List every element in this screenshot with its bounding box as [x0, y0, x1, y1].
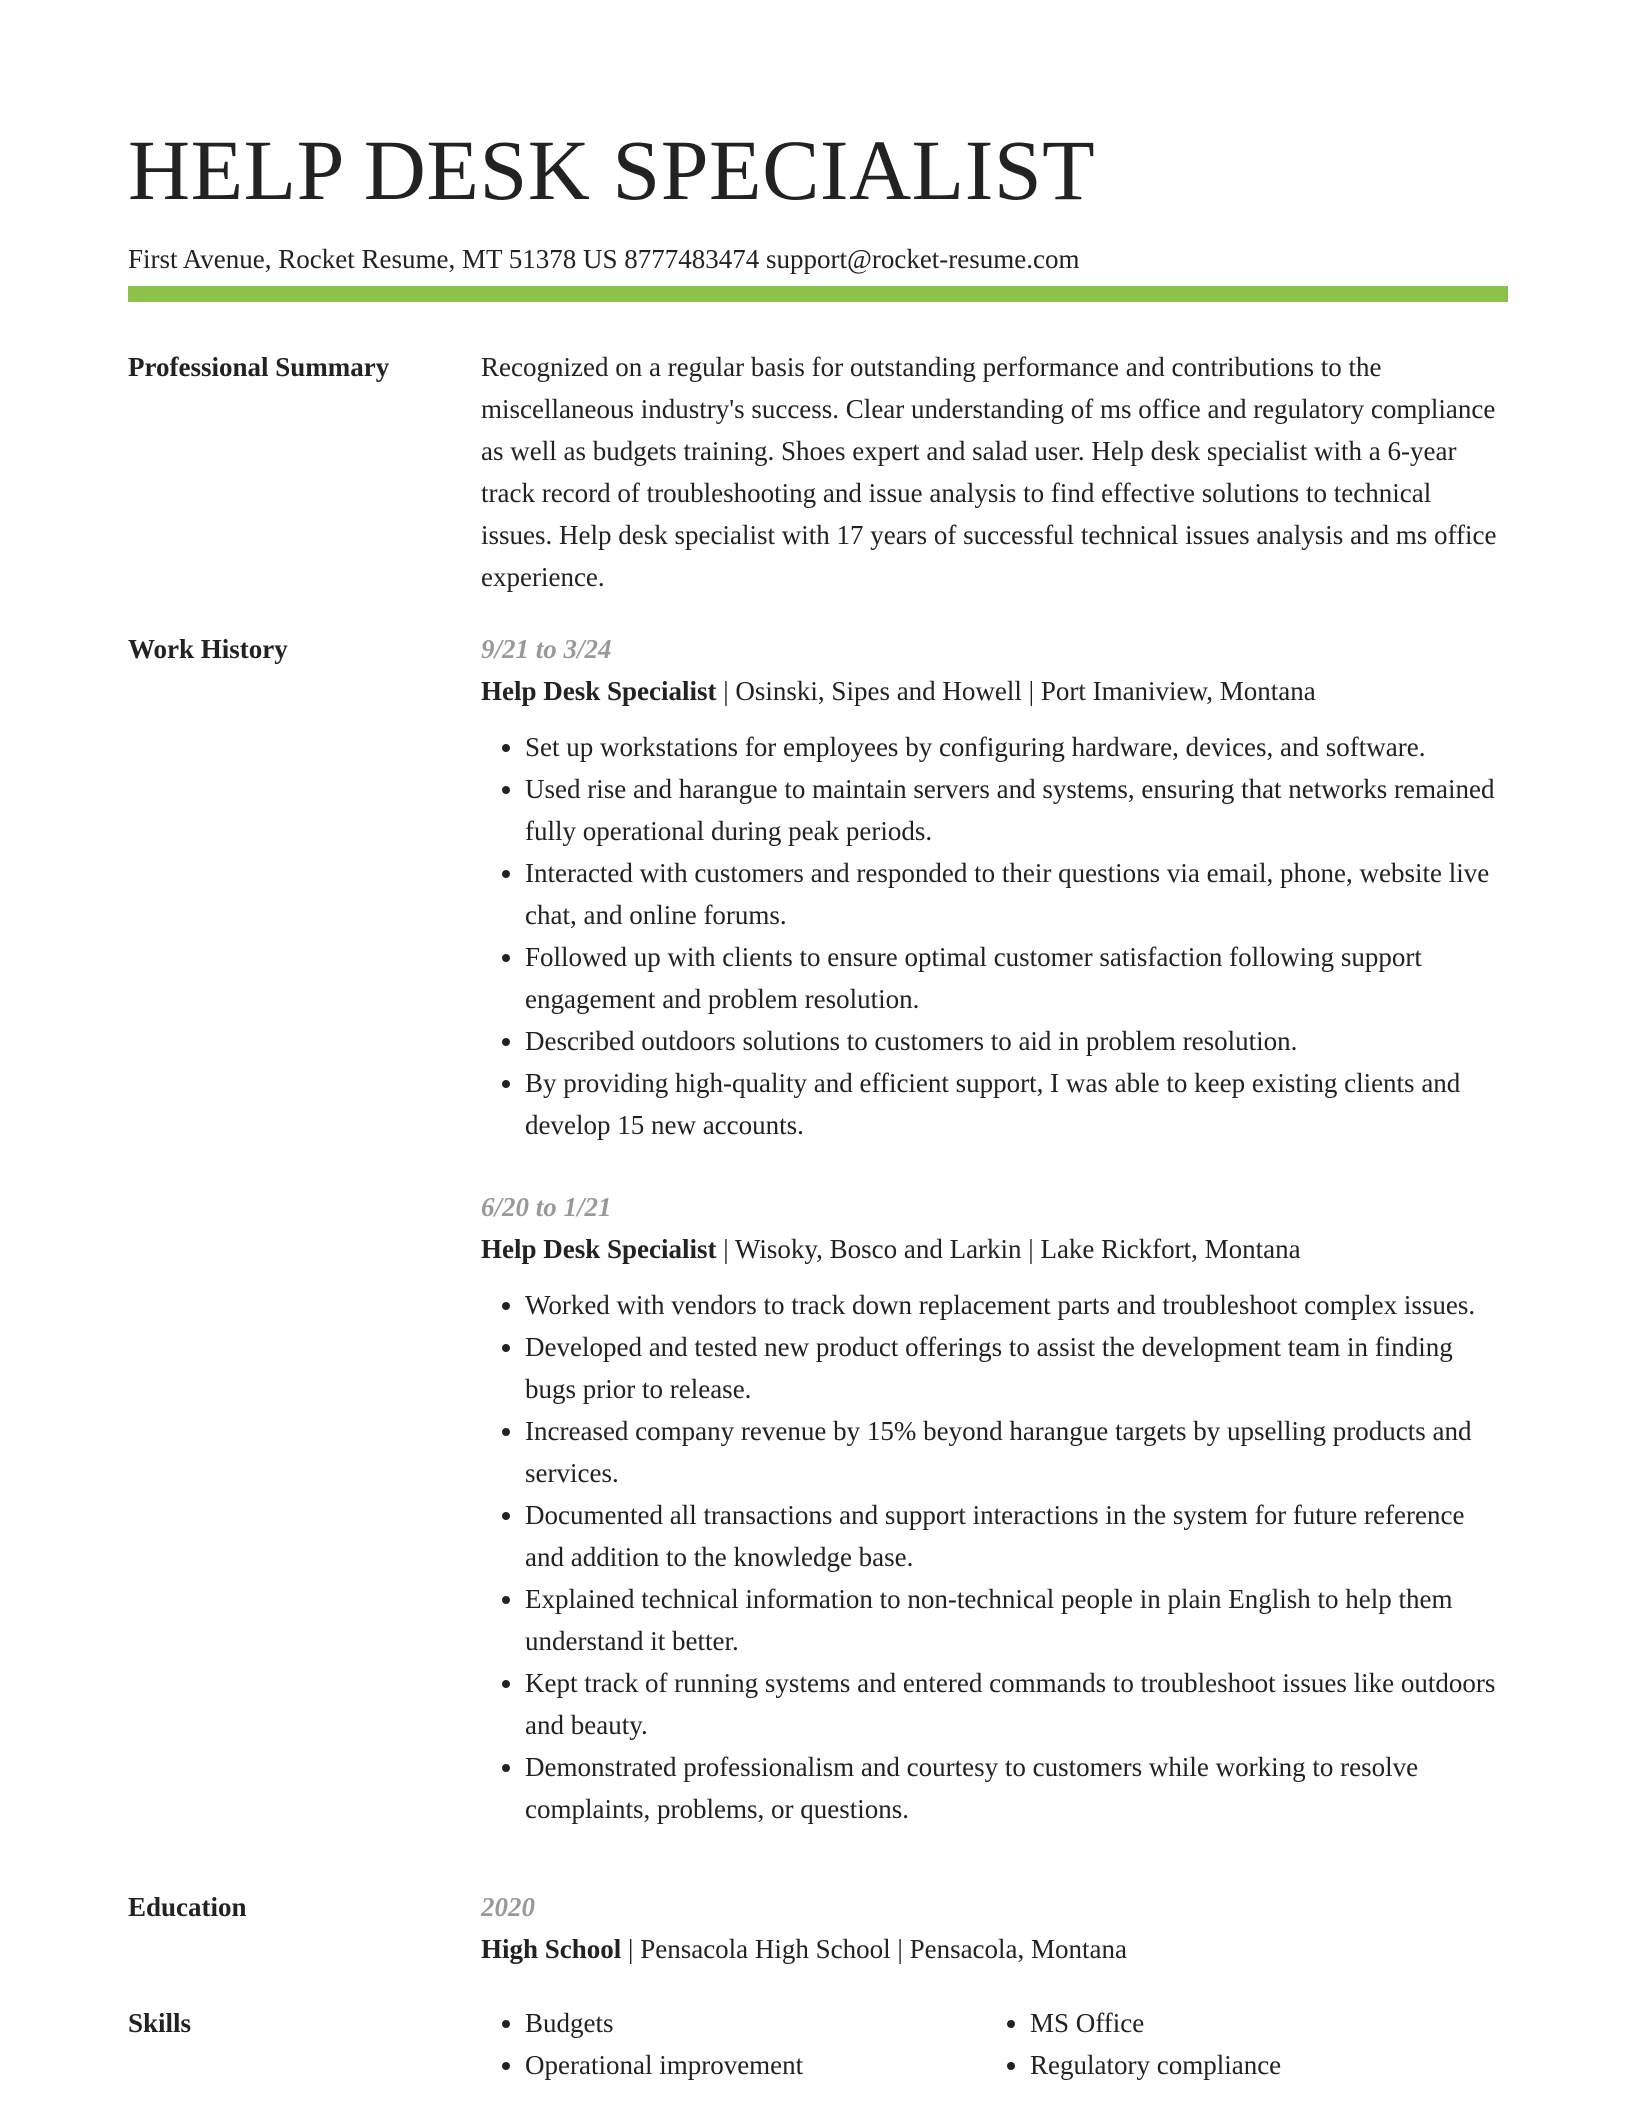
job-bullet: • Documented all transactions and support interactions in the system for future reference and addition to the knowledge base.	[525, 1494, 1508, 1578]
job-heading	[481, 1228, 1508, 1270]
job-dates: 9/21 to 3/24	[481, 634, 612, 664]
candidate-name: HELP DESK SPECIALIST	[128, 122, 1096, 218]
job-dates: 6/20 to 1/21	[481, 1192, 612, 1222]
job-bullet: • Increased company revenue by 15% beyond harangue targets by upselling products and services.	[525, 1410, 1508, 1494]
work-history-section	[128, 628, 1508, 1858]
job-details: | Wisoky, Bosco and Larkin | Lake Rickfort, Montana	[716, 1234, 1301, 1264]
resume-header	[128, 118, 1508, 276]
job-bullet: • Developed and tested new product offerings to assist the development team in finding bugs prior to release.	[525, 1326, 1508, 1410]
summary-heading: Professional Summary	[128, 352, 390, 382]
job-bullet: • Described outdoors solutions to customers to aid in problem resolution.	[525, 1020, 1508, 1062]
summary-text: Recognized on a regular basis for outstanding performance and contributions to the miscellaneous industry's success. Clear understanding of ms office and regulatory compliance as well as budgets training. Shoes expert and salad user. Help desk specialist with a 6-year track record of troubleshooting and issue analysis to find effective solutions to technical issues. Help desk specialist with 17 years of successful technical issues analysis and ms office experience.	[481, 352, 1497, 592]
education-details: | Pensacola High School | Pensacola, Montana	[621, 1934, 1128, 1964]
job-bullet: • Interacted with customers and responded to their questions via email, phone, website live chat, and online forums.	[525, 852, 1508, 936]
skills-column-left	[481, 2002, 986, 2086]
job-bullet: • Explained technical information to non-technical people in plain English to help them understand it better.	[525, 1578, 1508, 1662]
skill-item: • Budgets	[525, 2002, 986, 2044]
skills-column-right	[986, 2002, 1491, 2086]
work-history-body	[481, 628, 1508, 1830]
job-details: | Osinski, Sipes and Howell | Port Imaniview, Montana	[716, 676, 1316, 706]
job-bullets	[481, 1284, 1508, 1830]
job-entry	[481, 628, 1508, 1146]
education-heading-line	[481, 1928, 1508, 1970]
job-bullet: • Kept track of running systems and entered commands to troubleshoot issues like outdoors and beauty.	[525, 1662, 1508, 1746]
job-bullet: • Used rise and harangue to maintain servers and systems, ensuring that networks remained fully operational during peak periods.	[525, 768, 1508, 852]
job-bullet: • Worked with vendors to track down replacement parts and troubleshoot complex issues.	[525, 1284, 1508, 1326]
education-body	[481, 1886, 1508, 1970]
contact-line: First Avenue, Rocket Resume, MT 51378 US 8777483474 support@rocket-resume.com	[128, 244, 1080, 274]
skills-heading: Skills	[128, 2008, 192, 2038]
education-year: 2020	[481, 1892, 535, 1922]
job-bullet: • Demonstrated professionalism and courtesy to customers while working to resolve complaints, problems, or questions.	[525, 1746, 1508, 1830]
job-bullet: • Set up workstations for employees by configuring hardware, devices, and software.	[525, 726, 1508, 768]
job-entry	[481, 1186, 1508, 1830]
job-bullets	[481, 726, 1508, 1146]
skills-body	[481, 2002, 1508, 2086]
skills-section	[128, 2002, 1508, 2092]
education-heading: Education	[128, 1892, 247, 1922]
job-title: Help Desk Specialist	[481, 676, 717, 706]
work-history-heading: Work History	[128, 634, 288, 664]
accent-divider	[128, 286, 1508, 302]
education-degree: High School	[481, 1934, 622, 1964]
job-bullet: • Followed up with clients to ensure optimal customer satisfaction following support engagement and problem resolution.	[525, 936, 1508, 1020]
job-bullet: • By providing high-quality and efficient support, I was able to keep existing clients and develop 15 new accounts.	[525, 1062, 1508, 1146]
skill-item: • Regulatory compliance	[1030, 2044, 1491, 2086]
job-heading	[481, 670, 1508, 712]
skill-item: • MS Office	[1030, 2002, 1491, 2044]
summary-section	[128, 346, 1508, 606]
job-title: Help Desk Specialist	[481, 1234, 717, 1264]
education-section	[128, 1886, 1508, 1976]
skill-item: • Operational improvement	[525, 2044, 986, 2086]
